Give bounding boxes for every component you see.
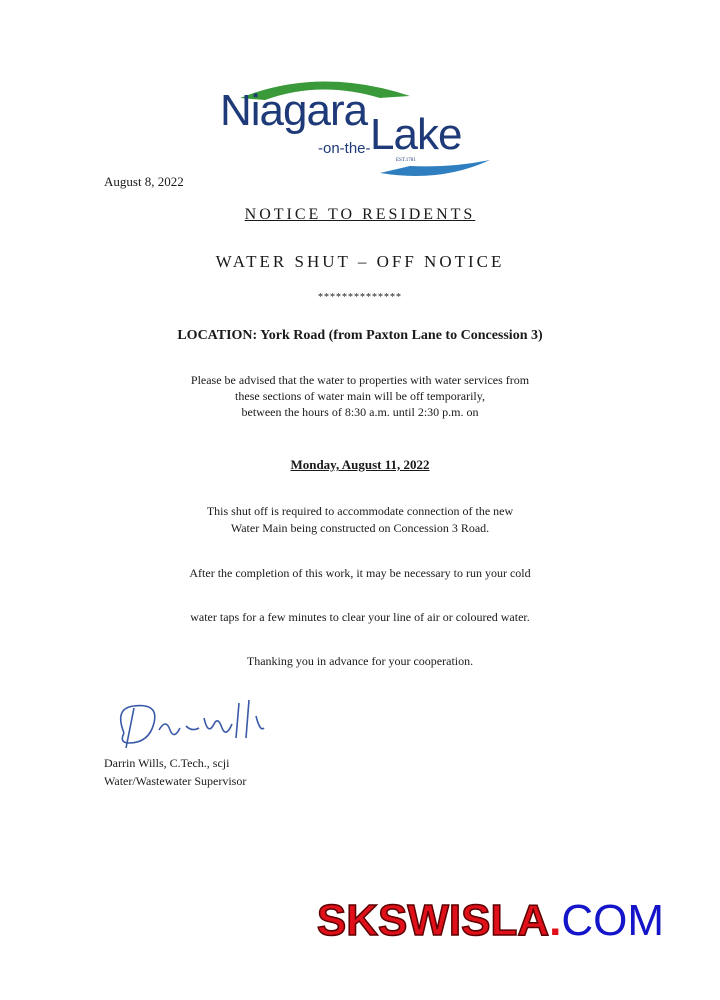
logo-niagara-text: Niagara	[220, 86, 368, 135]
advisory-line: Please be advised that the water to properties with water services from	[190, 373, 530, 387]
watermark-blue-text: COM	[561, 896, 664, 945]
reason-line: Water Main being constructed on Concession 3 Road.	[230, 521, 490, 535]
reason-paragraph	[0, 503, 720, 537]
signer-name: Darrin Wills, C.Tech., scji	[104, 756, 230, 770]
reason-line: This shut off is required to accommodate connection of the new	[206, 504, 514, 518]
thanks-line: Thanking you in advance for your cooperation.	[246, 654, 474, 668]
logo-lake-text: Lake	[370, 110, 462, 159]
watermark-red-text: SKSWISLA	[316, 896, 550, 945]
advisory-line: between the hours of 8:30 a.m. until 2:30 p.m. on	[241, 405, 479, 419]
after-work-line-2: water taps for a few minutes to clear your line of air or coloured water.	[190, 610, 530, 624]
location-line: LOCATION: York Road (from Paxton Lane to Concession 3)	[177, 328, 543, 343]
handwritten-signature	[104, 688, 304, 758]
after-work-line-1: After the completion of this work, it may be necessary to run your cold	[189, 566, 531, 580]
town-logo	[210, 68, 500, 178]
letter-date: August 8, 2022	[104, 174, 184, 189]
notice-title: NOTICE TO RESIDENTS	[244, 206, 476, 223]
advisory-line: these sections of water main will be off temporarily,	[235, 389, 485, 403]
watermark-dot: .	[549, 896, 562, 945]
service-date: Monday, August 11, 2022	[290, 457, 430, 472]
logo-est-text: EST.1781	[396, 158, 416, 163]
logo-on-the-text: -on-the-	[318, 140, 371, 157]
advisory-paragraph	[0, 372, 720, 420]
site-watermark	[317, 896, 664, 946]
separator-stars: **************	[318, 292, 402, 303]
shutoff-title: WATER SHUT – OFF NOTICE	[215, 252, 505, 271]
signer-title: Water/Wastewater Supervisor	[104, 774, 247, 788]
